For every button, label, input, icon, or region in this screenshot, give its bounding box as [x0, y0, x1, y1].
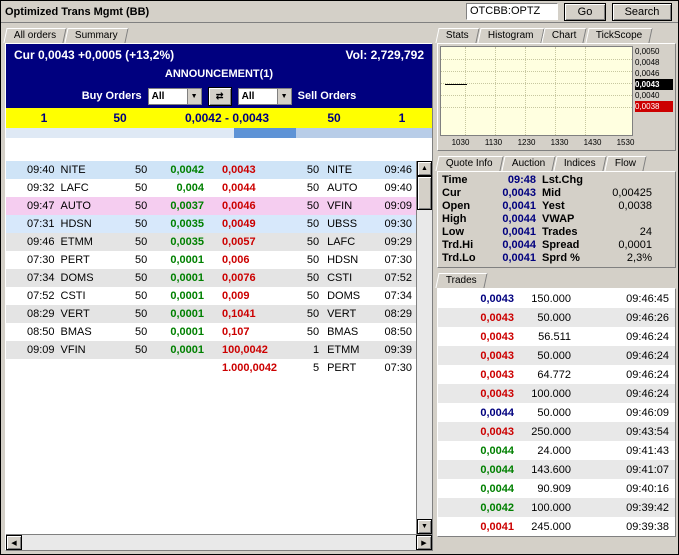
volume-label: Vol: 2,729,792: [345, 48, 424, 62]
quote-info-value-2: 2,3%: [626, 252, 652, 264]
book-cell-mm-bid: NITE: [60, 164, 86, 176]
book-cell-mm-bid: VFIN: [60, 344, 86, 356]
inside-bid-size: 50: [113, 111, 127, 125]
quote-info-value: 0,0041: [502, 200, 536, 212]
quote-info-value: 0,0043: [502, 187, 536, 199]
trade-size: 100.000: [531, 387, 571, 400]
book-cell-size-ask: 1: [312, 344, 320, 356]
depth-segment-mid: [234, 128, 296, 138]
book-cell-time-ask: 08:50: [384, 326, 412, 338]
book-cell-ask-price: 0,107: [222, 326, 250, 338]
quote-info-value: 0,0044: [502, 239, 536, 251]
book-cell-mm-ask: PERT: [327, 362, 357, 374]
book-cell-size-ask: 5: [312, 362, 320, 374]
quote-info-label-2: VWAP: [542, 213, 575, 225]
book-hscrollbar[interactable]: [6, 534, 432, 550]
book-cell-time-ask: 09:09: [384, 200, 412, 212]
chart-x-axis: [438, 138, 675, 150]
table-row[interactable]: [6, 359, 416, 377]
chart-plot[interactable]: [440, 46, 633, 136]
book-cell-mm-bid: DOMS: [60, 272, 94, 284]
book-cell-size-bid: 50: [134, 326, 148, 338]
quote-info-label: Time: [442, 174, 468, 186]
trade-time: 09:39:42: [626, 501, 669, 514]
book-cell-ask-price: 0,0049: [222, 218, 256, 230]
trade-price: 0,0043: [480, 311, 514, 324]
quote-info-label: Low: [442, 226, 464, 238]
book-cell-mm-bid: BMAS: [60, 326, 92, 338]
trade-size: 56.511: [538, 330, 571, 343]
list-item[interactable]: [438, 460, 675, 479]
book-cell-mm-ask: BMAS: [327, 326, 359, 338]
trade-price: 0,0044: [480, 406, 514, 419]
book-cell-ask-price: 0,009: [222, 290, 250, 302]
list-item[interactable]: [438, 441, 675, 460]
scroll-down-button[interactable]: ▼: [417, 519, 432, 534]
quote-info-value-2: 0,0001: [618, 239, 652, 251]
quote-info-value: 09:48: [507, 174, 536, 186]
quote-info-label: Trd.Lo: [442, 252, 476, 264]
book-cell-mm-ask: UBSS: [327, 218, 358, 230]
book-cell-bid-price: 0,0037: [170, 200, 204, 212]
trade-price: 0,0043: [480, 292, 514, 305]
trade-time: 09:46:24: [626, 387, 669, 400]
book-cell-size-ask: 50: [306, 182, 320, 194]
tab-summary[interactable]: [65, 28, 129, 43]
book-cell-mm-bid: VERT: [60, 308, 90, 320]
book-cell-bid-price: 0,004: [176, 182, 204, 194]
tab-chart[interactable]: [542, 28, 588, 43]
book-cell-time-ask: 09:39: [384, 344, 412, 356]
book-cell-bid-price: 0,0001: [170, 326, 204, 338]
hscroll-track[interactable]: [22, 535, 416, 550]
tab-label: TickScope: [595, 30, 643, 41]
quote-info-body: [437, 171, 676, 268]
book-cell-mm-ask: AUTO: [327, 182, 358, 194]
book-cell-bid-price: 0,0001: [170, 254, 204, 266]
tab-histogram[interactable]: [477, 28, 544, 43]
book-cell-time-ask: 09:29: [384, 236, 412, 248]
tab-trades[interactable]: [435, 273, 487, 288]
trade-time: 09:41:43: [626, 444, 669, 457]
tab-label: Auction: [511, 158, 545, 169]
trade-time: 09:46:24: [626, 368, 669, 381]
book-cell-mm-bid: ETMM: [60, 236, 93, 248]
tab-all-orders[interactable]: [3, 28, 66, 43]
book-cell-bid-price: 0,0001: [170, 290, 204, 302]
table-row[interactable]: [6, 251, 416, 269]
table-row[interactable]: [6, 323, 416, 341]
orders-panel: [5, 27, 433, 551]
order-book-table[interactable]: [6, 161, 416, 534]
orders-tabstrip: [5, 27, 433, 43]
trade-price: 0,0043: [480, 349, 514, 362]
table-row[interactable]: [6, 215, 416, 233]
book-cell-time-ask: 09:46: [384, 164, 412, 176]
book-cell-ask-price: 0,1041: [222, 308, 256, 320]
book-cell-bid-price: 0,0001: [170, 308, 204, 320]
book-cell-time-bid: 07:30: [27, 254, 55, 266]
book-cell-size-bid: 50: [134, 344, 148, 356]
trade-size: 90.909: [537, 482, 571, 495]
table-row[interactable]: [6, 341, 416, 359]
trades-table[interactable]: [438, 289, 675, 536]
book-cell-size-bid: 50: [134, 200, 148, 212]
book-cell-mm-bid: CSTI: [60, 290, 86, 302]
book-cell-time-bid: 09:47: [27, 200, 55, 212]
book-cell-bid-price: 0,0035: [170, 218, 204, 230]
chart-y-tick: 0,0040: [635, 91, 660, 100]
book-cell-time-bid: 09:46: [27, 236, 55, 248]
table-row[interactable]: [6, 161, 416, 179]
list-item[interactable]: [438, 327, 675, 346]
trade-size: 150.000: [531, 292, 571, 305]
quote-info-grid: [438, 172, 675, 267]
table-row[interactable]: [6, 269, 416, 287]
tab-indices[interactable]: [553, 156, 606, 171]
inside-prices: 0,0042 - 0,0043: [184, 111, 270, 125]
trades-body: [437, 288, 676, 537]
book-cell-size-ask: 50: [306, 308, 320, 320]
tab-label: Flow: [614, 158, 636, 169]
chart-tabstrip: [437, 27, 676, 43]
buy-filter-select[interactable]: [148, 88, 202, 105]
swap-button[interactable]: ⇄: [208, 87, 232, 106]
quote-info-label: High: [442, 213, 467, 225]
book-cell-time-bid: 07:31: [27, 218, 55, 230]
chart-y-tick: 0,0046: [635, 69, 660, 78]
chart-x-tick: 1130: [484, 138, 503, 147]
quote-info-label-2: Lst.Chg: [542, 174, 583, 186]
list-item[interactable]: [438, 422, 675, 441]
book-cell-size-ask: 50: [306, 272, 320, 284]
book-cell-time-ask: 09:40: [384, 182, 412, 194]
book-cell-time-bid: 07:34: [27, 272, 55, 284]
quote-info-label-2: Trades: [542, 226, 578, 238]
list-item[interactable]: [438, 517, 675, 536]
book-cell-size-ask: 50: [306, 218, 320, 230]
trade-size: 143.600: [531, 463, 571, 476]
chart-y-tick: 0,0038: [635, 101, 673, 112]
trade-size: 50.000: [537, 311, 571, 324]
trade-size: 245.000: [531, 520, 571, 533]
quote-info-label-2: Yest: [542, 200, 565, 212]
depth-bar: [6, 128, 432, 138]
trade-time: 09:40:16: [626, 482, 669, 495]
quote-info-value-2: 24: [639, 226, 652, 238]
book-cell-mm-ask: CSTI: [327, 272, 353, 284]
right-column: [437, 27, 676, 541]
book-cell-time-bid: 09:32: [27, 182, 55, 194]
trade-time: 09:46:09: [626, 406, 669, 419]
book-cell-mm-ask: HDSN: [327, 254, 359, 266]
book-cell-size-bid: 50: [134, 272, 148, 284]
tab-label: Stats: [445, 30, 469, 41]
tab-flow[interactable]: [604, 156, 646, 171]
symbol-input[interactable]: OTCBB:OPTZ: [466, 3, 558, 20]
table-row[interactable]: [6, 197, 416, 215]
trade-price: 0,0044: [480, 463, 514, 476]
quote-info-value-2: 0,0038: [618, 200, 652, 212]
orders-panel-body: [5, 43, 433, 551]
trade-price: 0,0044: [480, 482, 514, 495]
chart-y-axis: [633, 46, 673, 136]
book-cell-mm-ask: DOMS: [327, 290, 361, 302]
trade-price: 0,0043: [480, 425, 514, 438]
tab-label: Histogram: [487, 30, 534, 41]
scroll-left-button[interactable]: ◀: [6, 535, 22, 550]
chart-y-tick: 0,0043: [635, 79, 673, 90]
book-cell-mm-bid: HDSN: [60, 218, 92, 230]
quote-info-value: 0,0041: [502, 252, 536, 264]
quote-info-value: 0,0041: [502, 226, 536, 238]
trade-price: 0,0041: [480, 520, 514, 533]
chart-series-line: [445, 84, 467, 85]
book-cell-size-bid: 50: [134, 236, 148, 248]
quote-info-label: Trd.Hi: [442, 239, 474, 251]
book-cell-size-bid: 50: [134, 308, 148, 320]
chart-area: [438, 44, 675, 138]
tab-label: Chart: [552, 30, 577, 41]
book-cell-mm-ask: LAFC: [327, 236, 356, 248]
book-cell-ask-price: 1.000,0042: [222, 362, 278, 374]
chart-x-tick: 1030: [451, 138, 470, 147]
book-cell-time-bid: 07:52: [27, 290, 55, 302]
sell-filter-select[interactable]: [238, 88, 292, 105]
list-item[interactable]: [438, 308, 675, 327]
book-cell-size-ask: 50: [306, 236, 320, 248]
trades-tabstrip: [437, 272, 676, 288]
table-row[interactable]: [6, 287, 416, 305]
list-item[interactable]: [438, 365, 675, 384]
depth-segment-bid: [6, 128, 234, 138]
trade-time: 09:43:54: [626, 425, 669, 438]
book-cell-time-bid: 09:40: [27, 164, 55, 176]
chart-y-tick: 0,0048: [635, 58, 660, 67]
book-cell-bid-price: 0,0035: [170, 236, 204, 248]
chart-panel-body: [437, 43, 676, 151]
book-cell-bid-price: 0,0042: [170, 164, 204, 176]
inside-bid-count: 1: [40, 111, 48, 125]
inside-ask-count: 1: [398, 111, 406, 125]
trade-time: 09:46:26: [626, 311, 669, 324]
trade-price: 0,0043: [480, 368, 514, 381]
book-cell-size-bid: 50: [134, 164, 148, 176]
inside-ask-size: 50: [327, 111, 341, 125]
list-item[interactable]: [438, 346, 675, 365]
book-cell-time-ask: 07:30: [384, 362, 412, 374]
trade-size: 24.000: [537, 444, 571, 457]
book-cell-size-bid: 50: [134, 254, 148, 266]
quote-info-value: 0,0044: [502, 213, 536, 225]
tab-stats[interactable]: [435, 28, 479, 43]
chevron-down-icon-2: ▼: [277, 89, 291, 104]
trade-time: 09:41:07: [626, 463, 669, 476]
trade-price: 0,0043: [480, 330, 514, 343]
inside-market-row: [6, 108, 432, 128]
book-cell-size-ask: 50: [306, 290, 320, 302]
book-cell-size-bid: 50: [134, 290, 148, 302]
chart-x-tick: 1530: [616, 138, 635, 147]
book-cell-time-ask: 09:30: [384, 218, 412, 230]
book-cell-mm-ask: VFIN: [327, 200, 353, 212]
book-cell-mm-bid: LAFC: [60, 182, 89, 194]
info-tabstrip: [437, 155, 676, 171]
announcement-banner[interactable]: ANNOUNCEMENT(1): [6, 66, 432, 84]
book-cell-time-ask: 07:34: [384, 290, 412, 302]
trades-panel: [437, 272, 676, 537]
trade-price: 0,0044: [480, 444, 514, 457]
book-cell-ask-price: 100,0042: [222, 344, 268, 356]
book-cell-mm-bid: AUTO: [60, 200, 91, 212]
list-item[interactable]: [438, 384, 675, 403]
quote-header: [6, 44, 432, 66]
tab-label: Quote Info: [445, 158, 493, 169]
book-cell-time-ask: 07:52: [384, 272, 412, 284]
book-vscrollbar[interactable]: [416, 161, 432, 534]
book-cell-size-ask: 50: [306, 164, 320, 176]
scroll-up-button[interactable]: ▲: [417, 161, 432, 176]
book-cell-ask-price: 0,0046: [222, 200, 256, 212]
depth-segment-ask: [296, 128, 432, 138]
list-item[interactable]: [438, 498, 675, 517]
search-button[interactable]: Search: [612, 3, 672, 21]
current-price-label: Cur 0,0043 +0,0005 (+13,2%): [14, 48, 175, 62]
book-cell-ask-price: 0,0043: [222, 164, 256, 176]
book-cell-bid-price: 0,0001: [170, 272, 204, 284]
quote-info-value-2: [598, 213, 658, 225]
chart-panel: [437, 27, 676, 151]
book-cell-time-ask: 07:30: [384, 254, 412, 266]
list-item[interactable]: [438, 479, 675, 498]
trade-time: 09:39:38: [626, 520, 669, 533]
tab-quote-info[interactable]: [435, 156, 503, 171]
quote-info-label: Cur: [442, 187, 461, 199]
book-cell-size-ask: 50: [306, 200, 320, 212]
chart-x-tick: 1330: [550, 138, 569, 147]
quote-info-label-2: Mid: [542, 187, 561, 199]
buy-filter-value: All: [151, 90, 165, 102]
quote-info-label-2: Spread: [542, 239, 580, 251]
trade-price: 0,0042: [480, 501, 514, 514]
trade-time: 09:46:24: [626, 330, 669, 343]
quote-info-value-2: [598, 174, 658, 186]
trade-size: 64.772: [537, 368, 571, 381]
book-cell-time-bid: 08:50: [27, 326, 55, 338]
quote-info-panel: [437, 155, 676, 268]
orders-filter-bar: [6, 84, 432, 108]
table-row[interactable]: [6, 233, 416, 251]
book-cell-time-bid: 09:09: [27, 344, 55, 356]
tab-label: Trades: [445, 275, 477, 286]
trade-size: 50.000: [537, 349, 571, 362]
trade-time: 09:46:45: [626, 292, 669, 305]
book-cell-ask-price: 0,0057: [222, 236, 256, 248]
book-cell-size-ask: 50: [306, 254, 320, 266]
book-cell-time-ask: 08:29: [384, 308, 412, 320]
chart-x-tick: 1230: [517, 138, 536, 147]
book-cell-size-bid: 50: [134, 182, 148, 194]
quote-info-label-2: Sprd %: [542, 252, 580, 264]
title-bar: [1, 1, 678, 23]
trade-size: 250.000: [531, 425, 571, 438]
scroll-right-button[interactable]: ▶: [416, 535, 432, 550]
quote-info-value-2: 0,00425: [612, 187, 652, 199]
book-cell-mm-ask: VERT: [327, 308, 357, 320]
book-cell-size-bid: 50: [134, 218, 148, 230]
trade-size: 50.000: [537, 406, 571, 419]
buy-orders-label: Buy Orders: [81, 90, 142, 102]
book-cell-time-bid: 08:29: [27, 308, 55, 320]
tab-auction[interactable]: [501, 156, 556, 171]
trade-size: 100.000: [531, 501, 571, 514]
book-cell-mm-ask: ETMM: [327, 344, 360, 356]
chart-y-tick: 0,0050: [635, 47, 660, 56]
list-item[interactable]: [438, 289, 675, 308]
go-button[interactable]: Go: [564, 3, 606, 21]
sell-orders-label: Sell Orders: [297, 90, 357, 102]
chart-x-tick: 1430: [583, 138, 602, 147]
list-item[interactable]: [438, 403, 675, 422]
sell-filter-value: All: [241, 90, 255, 102]
table-row[interactable]: [6, 179, 416, 197]
book-cell-size-ask: 50: [306, 326, 320, 338]
tab-label: Indices: [563, 158, 596, 169]
book-cell-ask-price: 0,006: [222, 254, 250, 266]
tab-tickscope[interactable]: [585, 28, 653, 43]
tab-all-orders-label: All orders: [13, 30, 57, 41]
tab-summary-label: Summary: [75, 30, 118, 41]
trade-price: 0,0043: [480, 387, 514, 400]
book-cell-bid-price: 0,0001: [170, 344, 204, 356]
book-cell-ask-price: 0,0044: [222, 182, 256, 194]
window-title: Optimized Trans Mgmt (BB): [5, 5, 150, 18]
trade-time: 09:46:24: [626, 349, 669, 362]
quote-info-label: Open: [442, 200, 471, 212]
chevron-down-icon: ▼: [187, 89, 201, 104]
book-cell-mm-bid: PERT: [60, 254, 90, 266]
vscroll-thumb[interactable]: [417, 176, 432, 210]
table-row[interactable]: [6, 305, 416, 323]
book-cell-ask-price: 0,0076: [222, 272, 256, 284]
book-cell-mm-ask: NITE: [327, 164, 353, 176]
